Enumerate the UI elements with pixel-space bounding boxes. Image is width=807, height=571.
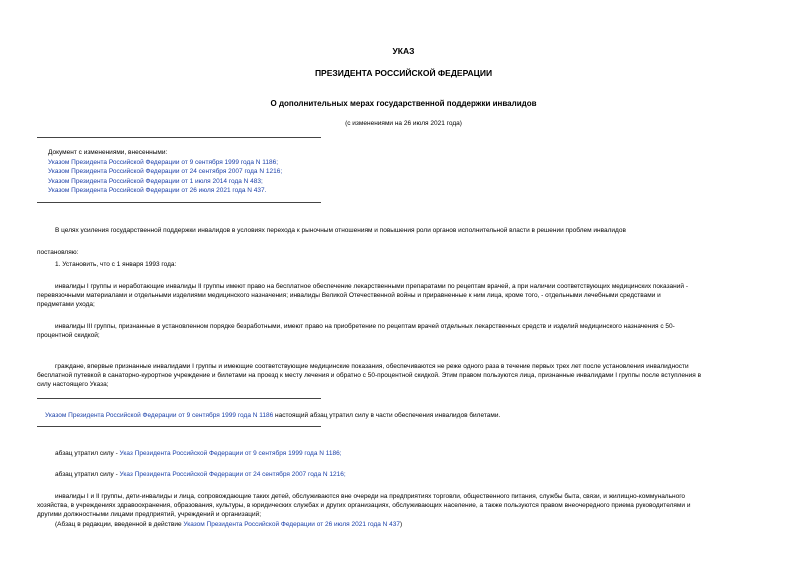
amendment-link-1999[interactable]: Указом Президента Российской Федерации от 9 сентября 1999 года N 1186;: [48, 158, 279, 166]
lost-link-2007[interactable]: Указ Президента Российской Федерации от 24 сентября 2007 года N 1216;: [119, 471, 346, 478]
preamble-text: В целях усиления государственной поддержки инвалидов в условиях перехода к рыночным отношениям и повышения роли органов исполнительной власти в решении проблем инвалидов: [55, 227, 626, 234]
paragraph-group-3: [37, 322, 769, 340]
amendment-link-2007[interactable]: Указом Президента Российской Федерации от 24 сентября 2007 года N 1216;: [48, 168, 283, 175]
edit-prefix: (Абзац в редакции, введенной в действие: [55, 521, 184, 528]
paragraph-line: бесплатной путевкой в санаторно-курортное учреждение и билетами на проезд к месту лечения и обратно с 50-процентной скидкой. Этим правом пользуются лица, признанные инвалидами I группы после вступления в: [37, 372, 702, 379]
edit-note: [55, 521, 402, 530]
lost-link-1999[interactable]: Указ Президента Российской Федерации от 9 сентября 1999 года N 1186;: [119, 450, 342, 457]
divider-note-top: [37, 398, 321, 399]
paragraph-priority-service: [37, 492, 769, 519]
paragraph-group-1: [37, 282, 769, 309]
item-1-heading: 1. Установить, что с 1 января 1993 года:: [55, 261, 177, 268]
lost-prefix: абзац утратил силу -: [55, 450, 120, 457]
decree-word: постановляю:: [37, 249, 79, 256]
paragraph-line: хозяйства, в учреждениях здравоохранения, образования, культуры, в юридических службах и других организациях, обслуживающих население, а также пользуются правом внеочередного приема руководителями и: [37, 502, 691, 509]
paragraph-line: инвалиды I группы и неработающие инвалиды II группы имеют право на бесплатное обеспечение лекарственными препаратами по рецептам врачей, а при наличии соответствующих медицинских показаний -: [55, 283, 688, 290]
note-link-1999[interactable]: Указом Президента Российской Федерации от 9 сентября 1999 года N 1186: [45, 412, 274, 419]
paragraph-first-time: [37, 362, 769, 389]
divider-amendments-bottom: [37, 202, 321, 203]
doc-title-subject: О дополнительных мерах государственной поддержки инвалидов: [270, 99, 537, 108]
paragraph-line: перевязочными материалами и отдельными изделиями медицинского назначения; инвалиды Великой Отечественной войны и приравненные к ним лица, кроме того, - отдельными лечебными средствами и: [37, 292, 661, 299]
divider-top: [37, 137, 321, 138]
paragraph-line: другими должностными лицами предприятий, учреждений и организаций;: [37, 511, 262, 518]
note-text: настоящий абзац утратил силу в части обеспечения инвалидов билетами.: [273, 412, 501, 419]
amendments-label: Документ с изменениями, внесенными:: [48, 149, 168, 156]
doc-title-ukaz: УКАЗ: [392, 46, 415, 56]
paragraph-line: силу настоящего Указа;: [37, 381, 109, 388]
amendments-block: [48, 148, 282, 196]
amendment-link-2014[interactable]: Указом Президента Российской Федерации от 1 июля 2014 года N 483;: [48, 177, 263, 185]
amendment-link-2021[interactable]: Указом Президента Российской Федерации от 26 июля 2021 года N 437.: [48, 187, 267, 194]
paragraph-line: граждане, впервые признанные инвалидами I группы и имеющие соответствующие медицинские показания, обеспечиваются не реже одного раза в течение первых трех лет после установления инвалидности: [55, 363, 689, 370]
doc-title-president: ПРЕЗИДЕНТА РОССИЙСКОЙ ФЕДЕРАЦИИ: [314, 68, 493, 78]
edit-suffix: ): [400, 521, 403, 528]
paragraph-line: инвалиды III группы, признанные в установленном порядке безработными, имеют право на приобретение по рецептам врачей отдельных лекарственных средств и изделий медицинского назначения с 50-: [55, 323, 675, 330]
paragraph-line: процентной скидкой;: [37, 332, 100, 339]
lost-prefix: абзац утратил силу -: [55, 471, 120, 478]
doc-subtitle: (с изменениями на 26 июля 2021 года): [345, 120, 462, 127]
divider-note-bottom: [37, 426, 321, 427]
lost-paragraph-2: [55, 471, 346, 480]
paragraph-line: инвалиды I и II группы, дети-инвалиды и лица, сопровождающие таких детей, обслуживаются вне очереди на предприятиях торговли, общественного питания, службы быта, связи, и жилищно-коммунального: [55, 493, 686, 500]
lost-paragraph-1: [55, 450, 342, 459]
paragraph-line: предметами ухода;: [37, 301, 95, 308]
edit-link-2021[interactable]: Указом Президента Российской Федерации от 26 июля 2021 года N 437: [183, 521, 401, 528]
note-lost-force: [45, 412, 500, 421]
